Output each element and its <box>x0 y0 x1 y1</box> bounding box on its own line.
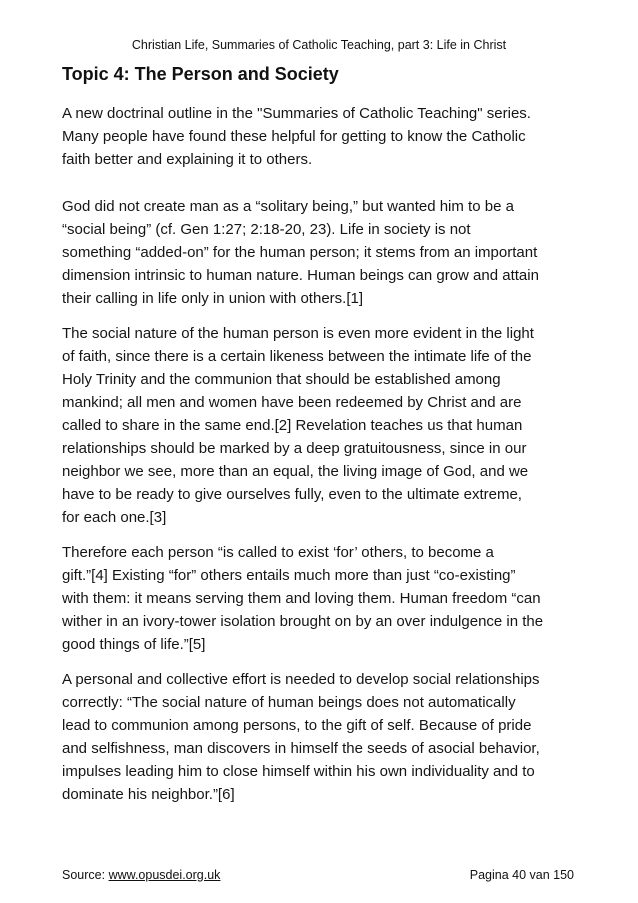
text-line: relationships should be marked by a deep gratuitousness, since in our <box>62 440 527 457</box>
page-footer <box>62 867 574 883</box>
text-line: dimension intrinsic to human nature. Human beings can grow and attain <box>62 267 539 284</box>
text-line: impulses leading him to close himself within his own individuality and to <box>62 763 535 780</box>
text-line: something “added-on” for the human person; it stems from an important <box>62 244 538 261</box>
text-line: Holy Trinity and the communion that should be established among <box>62 371 501 388</box>
text-line: called to share in the same end.[2] Revelation teaches us that human <box>62 417 523 434</box>
text-line: have to be ready to give ourselves fully, even to the ultimate extreme, <box>62 486 522 503</box>
text-line: “social being” (cf. Gen 1:27; 2:18-20, 23). Life in society is not <box>62 221 471 238</box>
text-line: good things of life.”[5] <box>62 636 206 653</box>
source-label: Source: <box>62 868 109 882</box>
text-line: wither in an ivory-tower isolation brought on by an over indulgence in the <box>62 613 544 630</box>
body-paragraph-1 <box>62 195 584 310</box>
text-line: gift.”[4] Existing “for” others entails much more than just “co-existing” <box>62 567 516 584</box>
text-line: lead to communion among persons, to the gift of self. Because of pride <box>62 717 532 734</box>
text-line: God did not create man as a “solitary being,” but wanted him to be a <box>62 198 514 215</box>
text-line: The social nature of the human person is even more evident in the light <box>62 325 534 342</box>
topic-title: Topic 4: The Person and Society <box>62 64 339 84</box>
text-line: dominate his neighbor.”[6] <box>62 786 235 803</box>
text-line: A new doctrinal outline in the "Summaries of Catholic Teaching" series. <box>62 105 531 122</box>
text-line: Many people have found these helpful for getting to know the Catholic <box>62 128 526 145</box>
text-line: correctly: “The social nature of human beings does not automatically <box>62 694 516 711</box>
main-content <box>62 63 584 806</box>
page-number: Pagina 40 van 150 <box>469 868 574 882</box>
text-line: mankind; all men and women have been redeemed by Christ and are <box>62 394 522 411</box>
text-line: faith better and explaining it to others. <box>62 151 313 168</box>
source-link[interactable]: www.opusdei.org.uk <box>108 868 221 882</box>
text-line: Therefore each person “is called to exist ‘for’ others, to become a <box>62 544 494 561</box>
intro-paragraph <box>62 102 584 171</box>
text-line: for each one.[3] <box>62 509 167 526</box>
text-line: with them: it means serving them and loving them. Human freedom “can <box>62 590 541 607</box>
running-header: Christian Life, Summaries of Catholic Teaching, part 3: Life in Christ <box>131 38 507 52</box>
text-line: their calling in life only in union with others.[1] <box>62 290 363 307</box>
body-paragraph-4 <box>62 668 584 806</box>
text-line: A personal and collective effort is needed to develop social relationships <box>62 671 540 688</box>
text-line: of faith, since there is a certain likeness between the intimate life of the <box>62 348 532 365</box>
body-paragraph-2 <box>62 322 584 529</box>
text-line: and selfishness, man discovers in himself the seeds of asocial behavior, <box>62 740 540 757</box>
body-paragraph-3 <box>62 541 584 656</box>
text-line: neighbor we see, more than an equal, the living image of God, and we <box>62 463 529 480</box>
